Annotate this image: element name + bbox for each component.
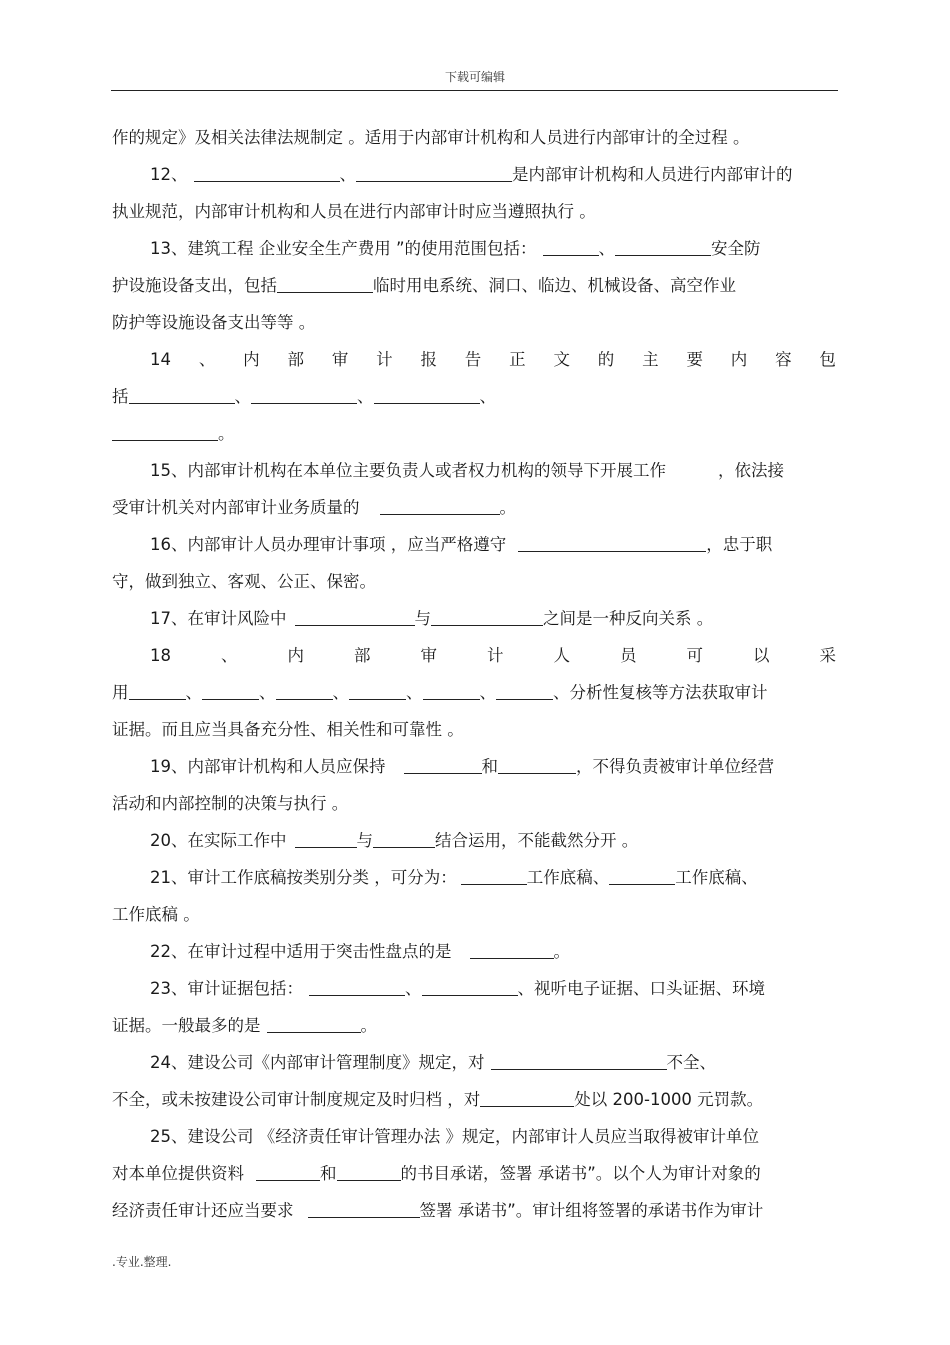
answer-blank[interactable] [470, 940, 554, 959]
question-15: 15、内部审计机构在本单位主要负责人或者权力机构的领导下开展工作 ，依法接 [150, 461, 784, 480]
answer-blank[interactable] [356, 163, 512, 182]
question-16: 16、内部审计人员办理审计事项 ，应当严格遵守 ，忠于职 [150, 535, 773, 554]
answer-blank[interactable] [308, 1199, 420, 1218]
answer-blank[interactable] [404, 755, 482, 774]
answer-blank[interactable] [276, 681, 333, 700]
text-line: 证据。而且应当具备充分性、相关性和可靠性 。 [112, 720, 464, 739]
text-line: 经济责任审计还应当要求 签署 承诺书”。审计组将签署的承诺书作为审计 [112, 1201, 764, 1220]
question-21: 21、审计工作底稿按类别分类 ，可分为： 工作底稿、 工作底稿、 [150, 868, 758, 887]
text-line: 括 、 、 、 [112, 387, 496, 406]
text-line: 用 、 、 、 、 、 、分析性复核等方法获取审计 [112, 683, 768, 702]
question-20: 20、在实际工作中 与 结合运用，不能截然分开 。 [150, 831, 639, 850]
answer-blank[interactable] [194, 163, 340, 182]
answer-blank[interactable] [491, 1051, 667, 1070]
answer-blank[interactable] [267, 1014, 361, 1033]
answer-blank[interactable] [480, 1088, 574, 1107]
text-line: 执业规范，内部审计机构和人员在进行内部审计时应当遵照执行 。 [112, 202, 596, 221]
answer-blank[interactable] [422, 977, 518, 996]
answer-blank[interactable] [461, 866, 527, 885]
answer-blank[interactable] [277, 274, 373, 293]
answer-blank[interactable] [337, 1162, 401, 1181]
question-25: 25、建设公司 《经济责任审计管理办法 》规定，内部审计人员应当取得被审计单位 [150, 1127, 759, 1146]
text-line: 工作底稿 。 [112, 905, 200, 924]
answer-blank[interactable] [380, 496, 500, 515]
question-23: 23、审计证据包括： 、 、视听电子证据、口头证据、环境 [150, 979, 765, 998]
answer-blank[interactable] [112, 422, 218, 441]
answer-blank[interactable] [374, 385, 480, 404]
answer-blank[interactable] [431, 607, 543, 626]
answer-blank[interactable] [309, 977, 405, 996]
answer-blank[interactable] [349, 681, 406, 700]
answer-blank[interactable] [295, 607, 415, 626]
answer-blank[interactable] [129, 385, 235, 404]
answer-blank[interactable] [498, 755, 576, 774]
question-24: 24、建设公司《内部审计管理制度》规定，对 不全、 [150, 1053, 716, 1072]
page-header: 下载可编辑 [444, 70, 505, 84]
question-13: 13、建筑工程 企业安全生产费用 ”的使用范围包括： 、 安全防 [150, 239, 761, 258]
answer-blank[interactable] [615, 237, 711, 256]
answer-blank[interactable] [373, 829, 435, 848]
text-line: 护设施设备支出，包括 临时用电系统、洞口、临边、机械设备、高空作业 [112, 276, 736, 295]
question-19: 19、内部审计机构和人员应保持 和 ，不得负责被审计单位经营 [150, 757, 774, 776]
answer-blank[interactable] [496, 681, 553, 700]
text-line: 不全，或未按建设公司审计制度规定及时归档 ，对 处以 200-1000 元罚款。 [112, 1090, 764, 1109]
answer-blank[interactable] [295, 829, 357, 848]
header-divider [111, 90, 838, 91]
question-18: 18 、 内 部 审 计 人 员 可 以 采 [150, 646, 836, 665]
page-footer: .专业.整理. [112, 1255, 172, 1269]
answer-blank[interactable] [543, 237, 599, 256]
answer-blank[interactable] [609, 866, 675, 885]
answer-blank[interactable] [518, 533, 706, 552]
question-12: 12、 、 是内部审计机构和人员进行内部审计的 [150, 165, 793, 184]
answer-blank[interactable] [256, 1162, 320, 1181]
question-14: 14 、 内 部 审 计 报 告 正 文 的 主 要 内 容 包 [150, 350, 836, 369]
text-line: 活动和内部控制的决策与执行 。 [112, 794, 349, 813]
text-line: 对本单位提供资料 和 的书目承诺，签署 承诺书”。以个人为审计对象的 [112, 1164, 761, 1183]
text-line: 。 [112, 421, 836, 447]
answer-blank[interactable] [129, 681, 186, 700]
text-line: 作的规定》及相关法律法规制定 。适用于内部审计机构和人员进行内部审计的全过程 。 [112, 128, 750, 147]
text-line: 受审计机关对内部审计业务质量的 。 [112, 498, 516, 517]
question-22: 22、在审计过程中适用于突击性盘点的是 。 [150, 942, 570, 961]
answer-blank[interactable] [423, 681, 480, 700]
question-17: 17、在审计风险中 与 之间是一种反向关系 。 [150, 609, 714, 628]
answer-blank[interactable] [251, 385, 357, 404]
answer-blank[interactable] [202, 681, 259, 700]
text-line: 防护等设施设备支出等等 。 [112, 313, 316, 332]
text-line: 守，做到独立、客观、公正、保密。 [112, 572, 376, 591]
text-line: 证据。一般最多的是 。 [112, 1016, 377, 1035]
